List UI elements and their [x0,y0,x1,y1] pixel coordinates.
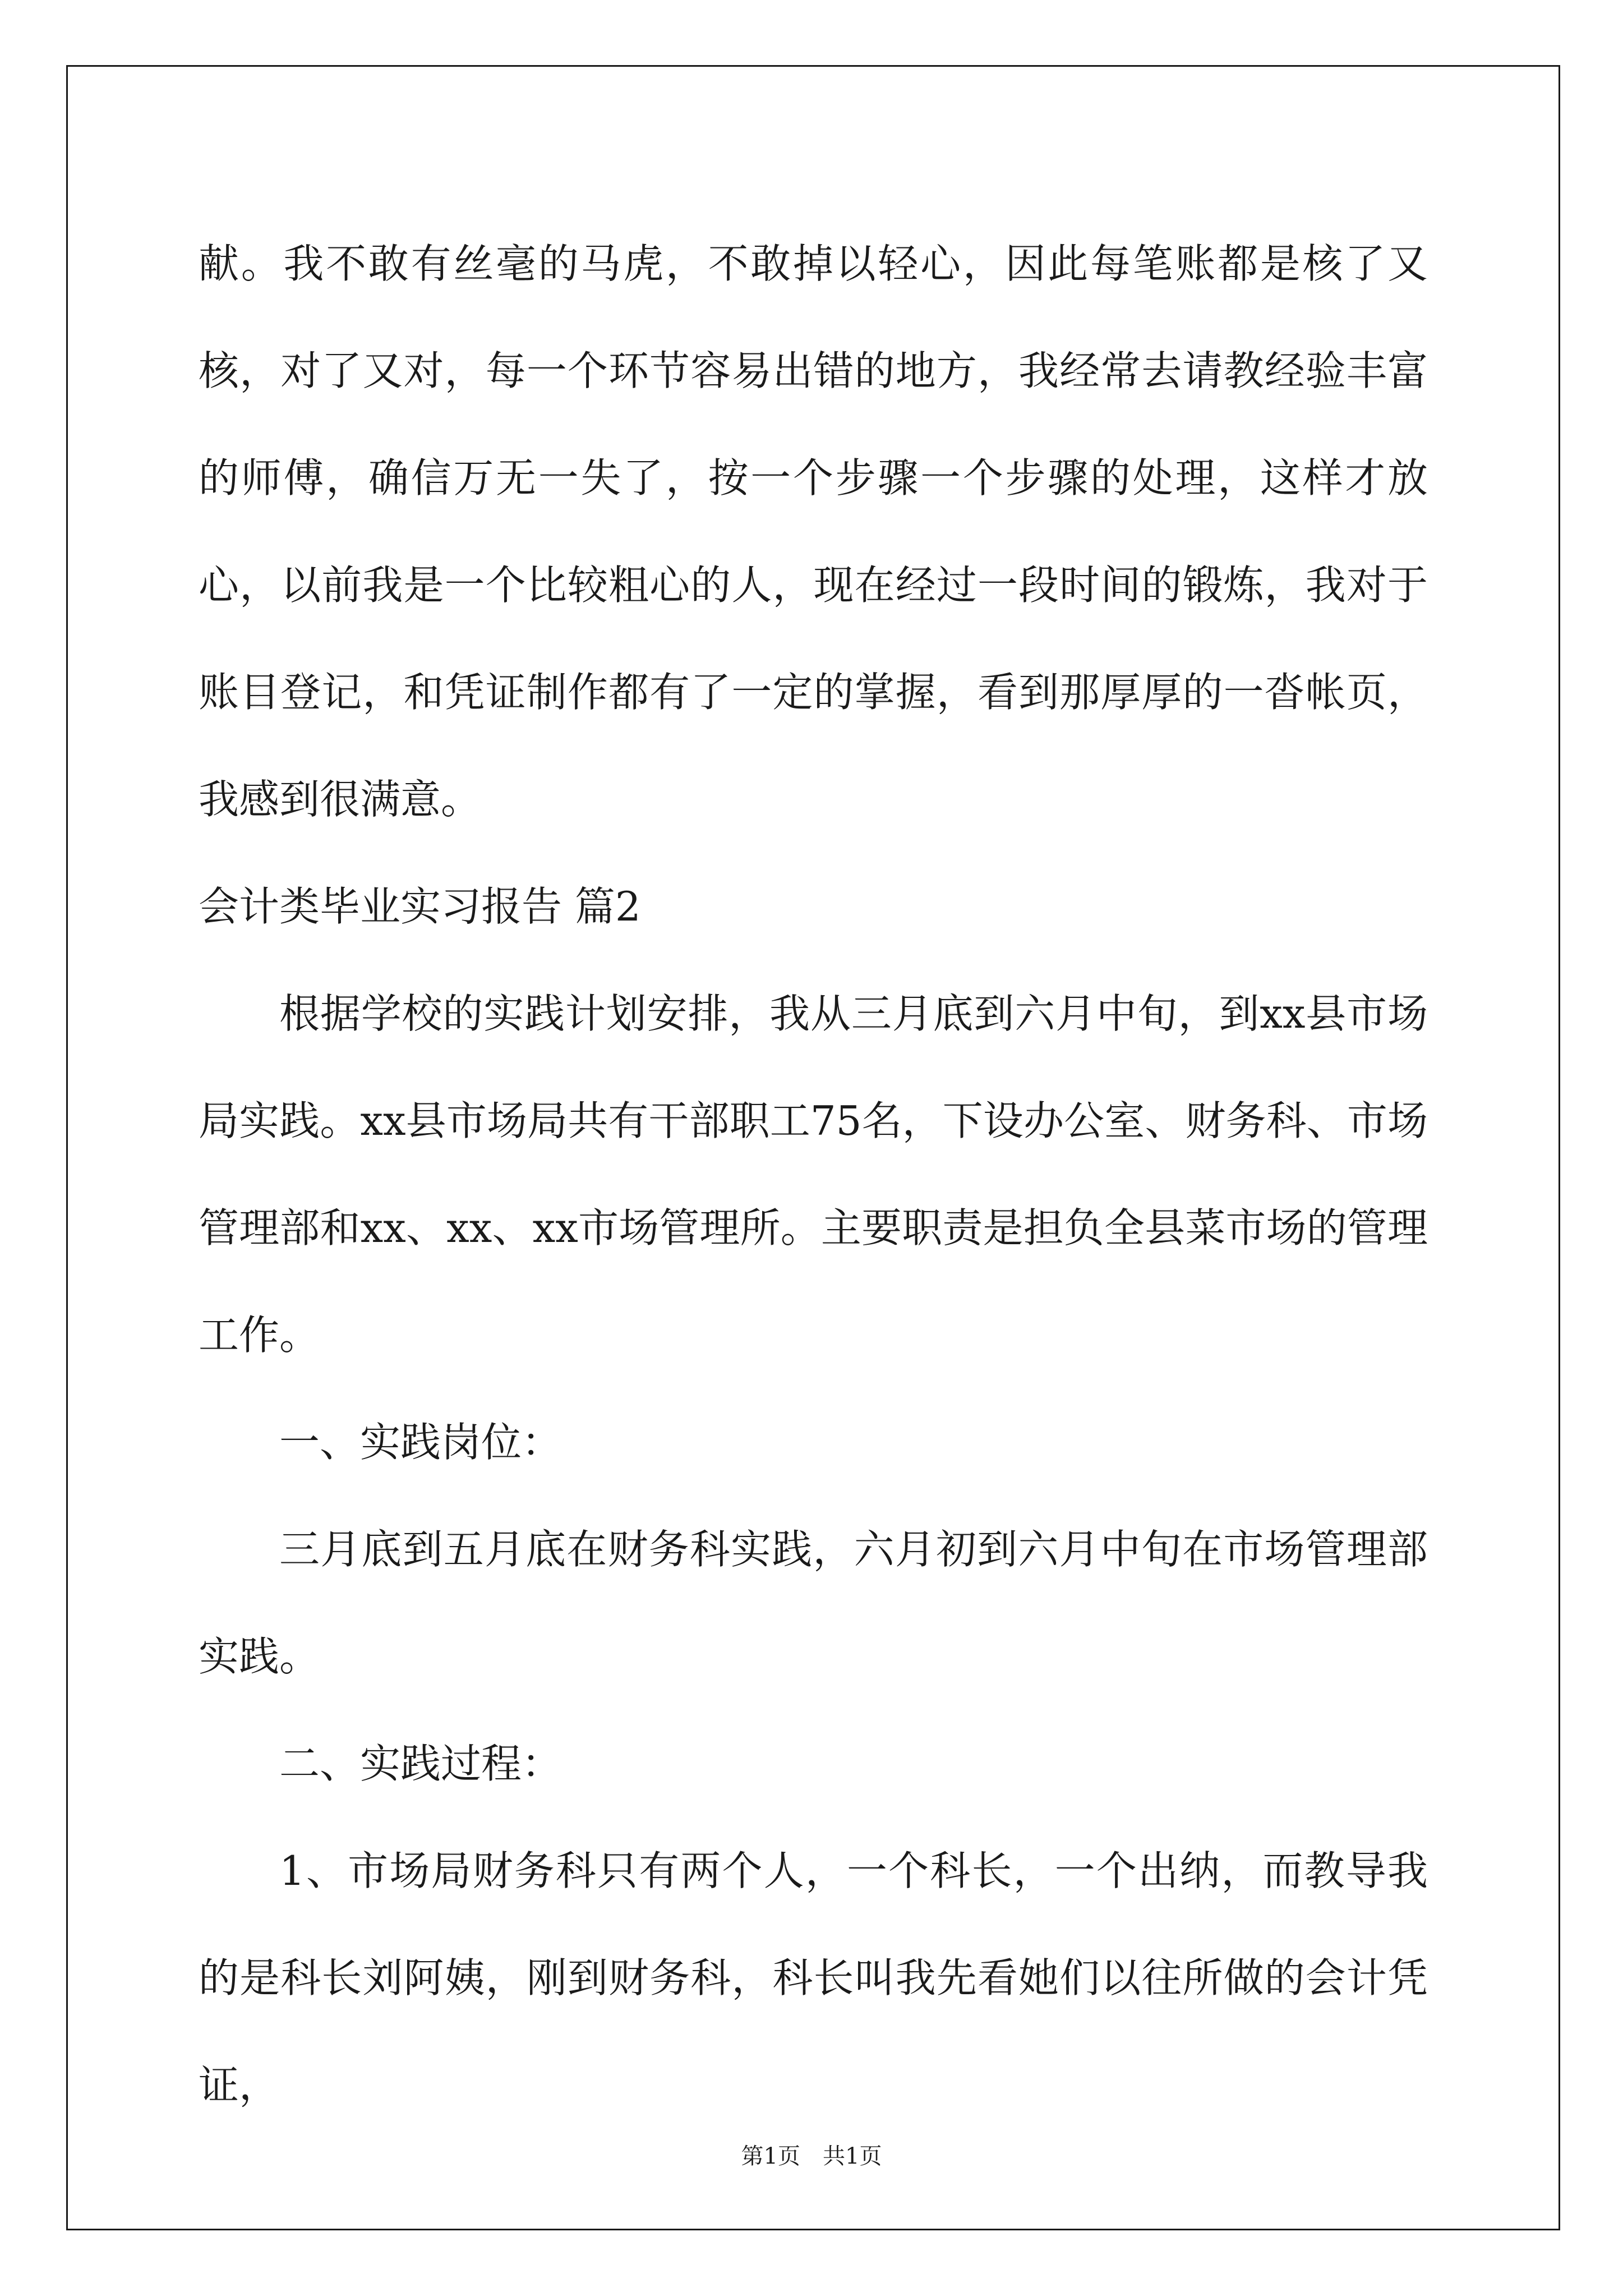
document-body [199,210,1428,2139]
paragraph-position: 三月底到五月底在财务科实践，六月初到六月中旬在市场管理部实践。 [199,1526,1428,1680]
page-footer: 第1页 共1页 [741,2143,882,2169]
subheading-process: 二、实践过程： [279,1740,562,1787]
section-heading: 会计类毕业实习报告 篇2 [199,883,641,930]
paragraph-intro: 根据学校的实践计划安排，我从三月底到六月中旬，到xx县市场局实践。xx县市场局共有干部职工75名，下设办公室、财务科、市场管理部和xx、xx、xx市场管理所。主要职责是担负全县菜市场的管理工作。 [199,990,1428,1359]
paragraph-continued: 献。我不敢有丝毫的马虎，不敢掉以轻心，因此每笔账都是核了又核，对了又对，每一个环节容易出错的地方，我经常去请教经验丰富的师傅，确信万无一失了，按一个步骤一个步骤的处理，这样才放心，以前我是一个比较粗心的人，现在经过一段时间的锻炼，我对于账目登记，和凭证制作都有了一定的掌握，看到那厚厚的一沓帐页，我感到很满意。 [199,240,1428,823]
subheading-position: 一、实践岗位： [279,1419,562,1466]
paragraph-process: 1、市场局财务科只有两个人，一个科长，一个出纳，而教导我的是科长刘阿姨，刚到财务科，科长叫我先看她们以往所做的会计凭证， [199,1847,1428,2109]
